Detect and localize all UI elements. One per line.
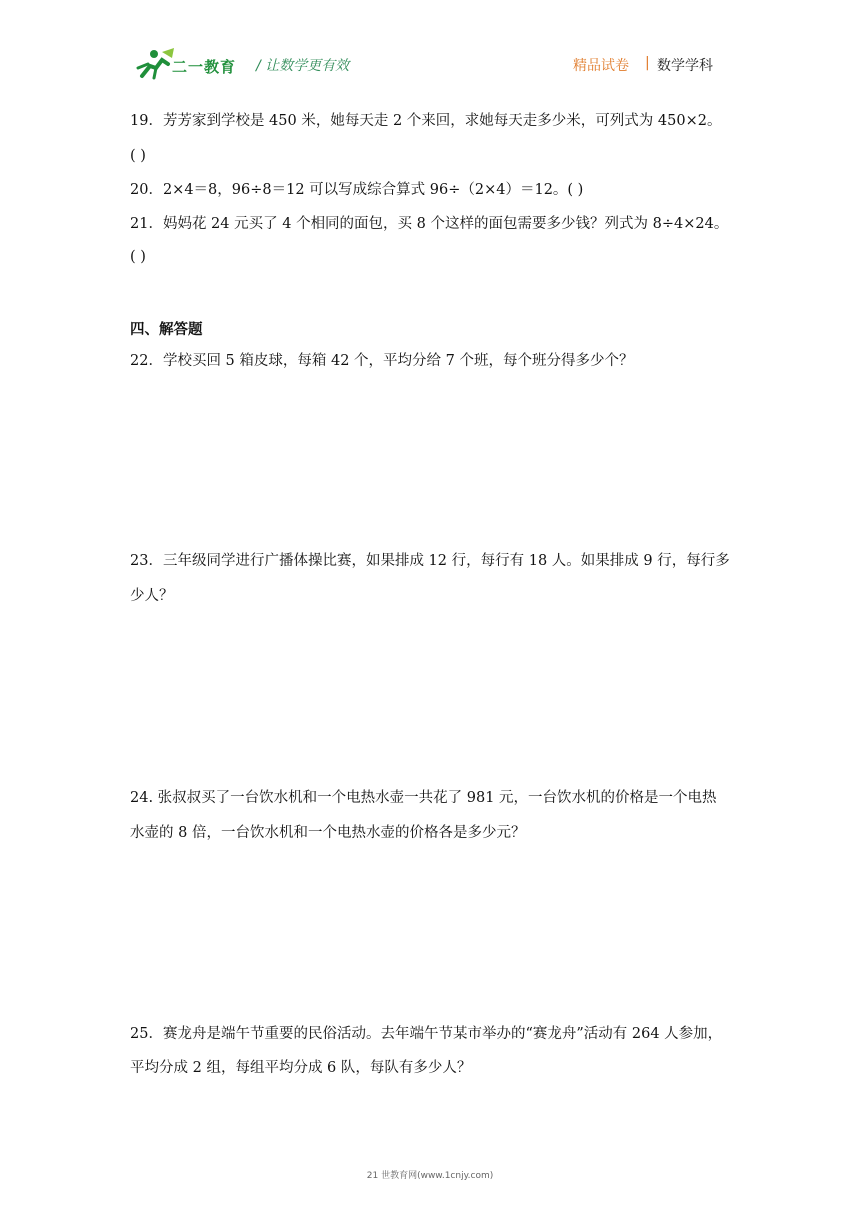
question-22: 22．学校买回 5 箱皮球，每箱 42 个，平均分给 7 个班，每个班分得多少个？ (130, 353, 634, 369)
question-21-answer-blank: ( ) (130, 249, 146, 265)
page-footer: 21 世教育网(www.1cnjy.com) (366, 1171, 494, 1181)
question-25-line-2: 平均分成 2 组，每组平均分成 6 队，每队有多少人？ (130, 1060, 472, 1076)
question-21-line-1: 21．妈妈花 24 元买了 4 个相同的面包，买 8 个这样的面包需要多少钱？列式为 8÷4×24。 (130, 216, 729, 232)
header-badge: 精品试卷 (573, 58, 629, 74)
section-4-title: 四、解答题 (130, 322, 203, 338)
question-19-line-1: 19．芳芳家到学校是 450 米，她每天走 2 个来回，求她每天走多少米，可列式为 450×2。 (130, 113, 722, 129)
question-24-line-1: 24. 张叔叔买了一台饮水机和一个电热水壶一共花了 981 元，一台饮水机的价格是一个电热 (130, 790, 717, 806)
question-24-line-2: 水壶的 8 倍，一台饮水机和一个电热水壶的价格各是多少元？ (130, 825, 526, 841)
header-subject: 数学学科 (657, 58, 713, 74)
header-slogan: / 让数学更有效 (256, 58, 350, 74)
page-header (0, 0, 860, 92)
question-20: 20．2×4＝8，96÷8＝12 可以写成综合算式 96÷（2×4）＝12。( ) (130, 182, 584, 198)
question-23-line-2: 少人？ (130, 588, 174, 604)
logo-text: 二一教育 (172, 58, 237, 76)
question-19-answer-blank: ( ) (130, 148, 146, 164)
question-23-line-1: 23．三年级同学进行广播体操比赛，如果排成 12 行，每行有 18 人。如果排成 9 行，每行多 (130, 553, 730, 569)
question-25-line-1: 25．赛龙舟是端午节重要的民俗活动。去年端午节某市举办的“赛龙舟”活动有 264 人参加， (130, 1026, 723, 1042)
header-separator: | (645, 55, 650, 71)
